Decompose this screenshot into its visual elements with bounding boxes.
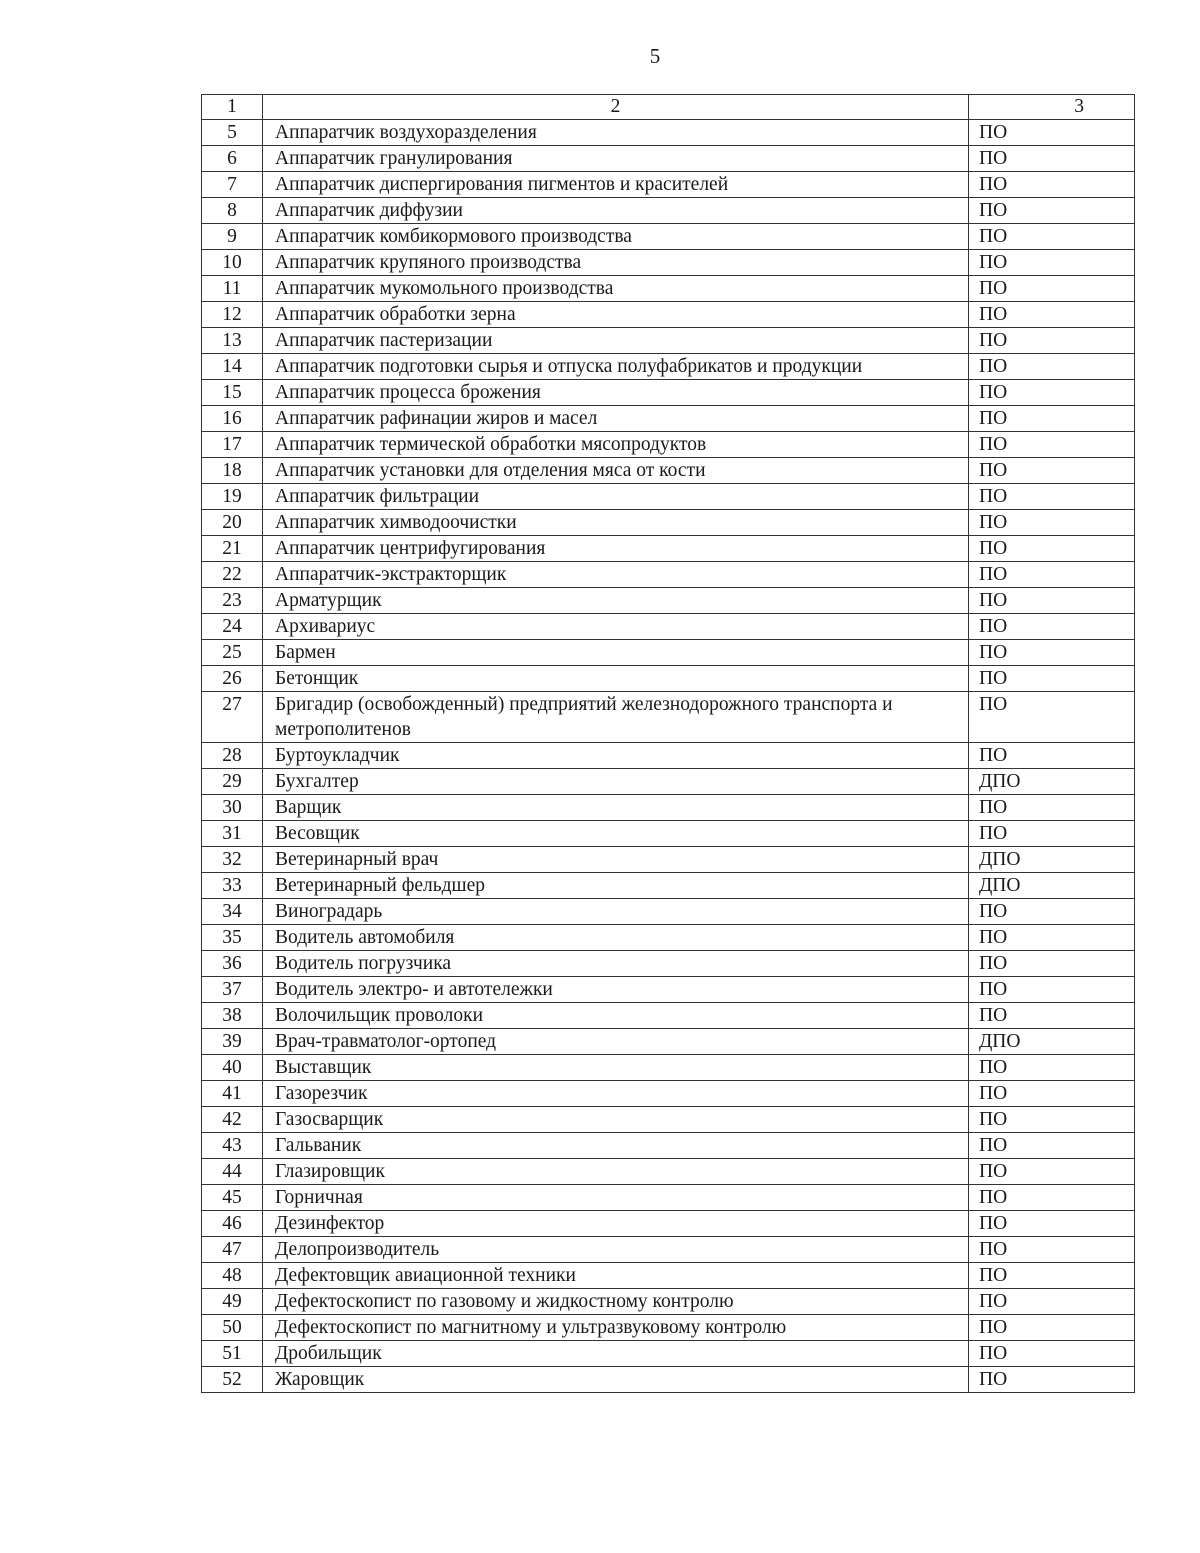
row-profession: Водитель электро- и автотележки [263, 977, 969, 1003]
row-code: ПО [969, 1211, 1135, 1237]
row-profession: Жаровщик [263, 1367, 969, 1393]
table-row [202, 1003, 1135, 1029]
row-number: 8 [202, 198, 263, 224]
row-code: ДПО [969, 873, 1135, 899]
table-row [202, 977, 1135, 1003]
row-number: 28 [202, 743, 263, 769]
table-row [202, 847, 1135, 873]
table-row [202, 1341, 1135, 1367]
row-code: ПО [969, 276, 1135, 302]
row-number: 18 [202, 458, 263, 484]
table-row [202, 588, 1135, 614]
row-profession: Бармен [263, 640, 969, 666]
table-row [202, 1263, 1135, 1289]
row-profession: Дефектовщик авиационной техники [263, 1263, 969, 1289]
row-number: 49 [202, 1289, 263, 1315]
table-row [202, 1107, 1135, 1133]
table-row [202, 666, 1135, 692]
row-code: ПО [969, 795, 1135, 821]
row-number: 12 [202, 302, 263, 328]
row-number: 52 [202, 1367, 263, 1393]
header-col-3: 3 [969, 95, 1135, 120]
table-row [202, 172, 1135, 198]
row-profession: Врач-травматолог-ортопед [263, 1029, 969, 1055]
row-code: ПО [969, 925, 1135, 951]
row-number: 11 [202, 276, 263, 302]
table-row [202, 120, 1135, 146]
table-row [202, 1185, 1135, 1211]
row-profession: Аппаратчик пастеризации [263, 328, 969, 354]
row-number: 30 [202, 795, 263, 821]
row-code: ПО [969, 1133, 1135, 1159]
table-row [202, 380, 1135, 406]
table-row [202, 640, 1135, 666]
table-row [202, 562, 1135, 588]
row-code: ПО [969, 1107, 1135, 1133]
row-profession: Аппаратчик термической обработки мясопродуктов [263, 432, 969, 458]
row-profession: Аппаратчик рафинации жиров и масел [263, 406, 969, 432]
row-profession: Буртоукладчик [263, 743, 969, 769]
row-code: ПО [969, 354, 1135, 380]
row-code: ПО [969, 640, 1135, 666]
row-number: 23 [202, 588, 263, 614]
table-row [202, 925, 1135, 951]
row-number: 36 [202, 951, 263, 977]
table-row [202, 951, 1135, 977]
table-row [202, 1133, 1135, 1159]
table-row [202, 198, 1135, 224]
row-profession: Аппаратчик центрифугирования [263, 536, 969, 562]
table-row [202, 536, 1135, 562]
table-row [202, 795, 1135, 821]
table-row [202, 692, 1135, 743]
row-code: ПО [969, 172, 1135, 198]
row-number: 14 [202, 354, 263, 380]
row-profession: Архивариус [263, 614, 969, 640]
row-code: ПО [969, 1289, 1135, 1315]
row-profession: Аппаратчик гранулирования [263, 146, 969, 172]
row-code: ПО [969, 588, 1135, 614]
row-profession: Аппаратчик установки для отделения мяса от кости [263, 458, 969, 484]
row-profession: Дефектоскопист по газовому и жидкостному контролю [263, 1289, 969, 1315]
professions-table [201, 94, 1135, 1393]
row-profession: Аппаратчик воздухоразделения [263, 120, 969, 146]
row-number: 39 [202, 1029, 263, 1055]
row-number: 51 [202, 1341, 263, 1367]
row-profession: Аппаратчик диспергирования пигментов и красителей [263, 172, 969, 198]
row-code: ПО [969, 224, 1135, 250]
row-number: 13 [202, 328, 263, 354]
row-profession: Газорезчик [263, 1081, 969, 1107]
row-code: ПО [969, 951, 1135, 977]
row-code: ПО [969, 328, 1135, 354]
row-profession: Водитель погрузчика [263, 951, 969, 977]
row-profession: Дефектоскопист по магнитному и ультразвуковому контролю [263, 1315, 969, 1341]
row-code: ПО [969, 1237, 1135, 1263]
row-number: 16 [202, 406, 263, 432]
table-row [202, 458, 1135, 484]
table-row [202, 302, 1135, 328]
row-number: 25 [202, 640, 263, 666]
row-code: ДПО [969, 1029, 1135, 1055]
row-code: ДПО [969, 847, 1135, 873]
header-col-2: 2 [263, 95, 969, 120]
table-row [202, 406, 1135, 432]
row-code: ПО [969, 821, 1135, 847]
row-number: 17 [202, 432, 263, 458]
row-profession: Аппаратчик крупяного производства [263, 250, 969, 276]
row-profession: Глазировщик [263, 1159, 969, 1185]
row-profession: Аппаратчик диффузии [263, 198, 969, 224]
row-number: 44 [202, 1159, 263, 1185]
table-row [202, 743, 1135, 769]
row-code: ПО [969, 1341, 1135, 1367]
row-number: 6 [202, 146, 263, 172]
row-profession: Бригадир (освобожденный) предприятий железнодорожного транспорта и метрополитенов [263, 692, 969, 743]
row-profession: Виноградарь [263, 899, 969, 925]
row-profession: Дробильщик [263, 1341, 969, 1367]
row-number: 33 [202, 873, 263, 899]
row-code: ПО [969, 146, 1135, 172]
row-code: ПО [969, 120, 1135, 146]
header-col-1: 1 [202, 95, 263, 120]
row-code: ПО [969, 484, 1135, 510]
table-row [202, 510, 1135, 536]
table-row [202, 1367, 1135, 1393]
row-profession: Аппаратчик процесса брожения [263, 380, 969, 406]
row-profession: Выставщик [263, 1055, 969, 1081]
row-profession: Арматурщик [263, 588, 969, 614]
row-profession: Бухгалтер [263, 769, 969, 795]
row-code: ПО [969, 1263, 1135, 1289]
row-number: 5 [202, 120, 263, 146]
row-number: 24 [202, 614, 263, 640]
row-code: ПО [969, 1185, 1135, 1211]
table-row [202, 821, 1135, 847]
row-profession: Бетонщик [263, 666, 969, 692]
row-code: ПО [969, 562, 1135, 588]
table-row [202, 1315, 1135, 1341]
table-row [202, 614, 1135, 640]
row-code: ПО [969, 458, 1135, 484]
row-number: 34 [202, 899, 263, 925]
row-code: ПО [969, 1367, 1135, 1393]
row-number: 19 [202, 484, 263, 510]
table-row [202, 484, 1135, 510]
row-number: 37 [202, 977, 263, 1003]
row-profession: Дезинфектор [263, 1211, 969, 1237]
row-number: 9 [202, 224, 263, 250]
row-code: ПО [969, 743, 1135, 769]
row-profession: Аппаратчик-экстракторщик [263, 562, 969, 588]
row-number: 38 [202, 1003, 263, 1029]
table-row [202, 146, 1135, 172]
row-number: 43 [202, 1133, 263, 1159]
table-row [202, 769, 1135, 795]
row-profession: Аппаратчик комбикормового производства [263, 224, 969, 250]
row-code: ПО [969, 302, 1135, 328]
row-profession: Газосварщик [263, 1107, 969, 1133]
table-row [202, 432, 1135, 458]
row-number: 32 [202, 847, 263, 873]
row-code: ПО [969, 1003, 1135, 1029]
row-profession: Ветеринарный врач [263, 847, 969, 873]
table-row [202, 1237, 1135, 1263]
row-number: 40 [202, 1055, 263, 1081]
row-number: 47 [202, 1237, 263, 1263]
row-number: 21 [202, 536, 263, 562]
table-row [202, 899, 1135, 925]
row-code: ПО [969, 406, 1135, 432]
table-row [202, 354, 1135, 380]
row-number: 31 [202, 821, 263, 847]
row-number: 26 [202, 666, 263, 692]
table-row [202, 1029, 1135, 1055]
row-number: 50 [202, 1315, 263, 1341]
row-profession: Варщик [263, 795, 969, 821]
row-number: 27 [202, 692, 263, 743]
row-code: ПО [969, 536, 1135, 562]
row-number: 10 [202, 250, 263, 276]
row-profession: Гальваник [263, 1133, 969, 1159]
row-code: ПО [969, 250, 1135, 276]
row-number: 42 [202, 1107, 263, 1133]
row-code: ПО [969, 1055, 1135, 1081]
row-profession: Аппаратчик мукомольного производства [263, 276, 969, 302]
row-number: 45 [202, 1185, 263, 1211]
table-row [202, 276, 1135, 302]
row-code: ПО [969, 666, 1135, 692]
row-profession: Волочильщик проволоки [263, 1003, 969, 1029]
table-row [202, 1211, 1135, 1237]
row-code: ПО [969, 1081, 1135, 1107]
page-number: 5 [649, 44, 661, 68]
row-code: ПО [969, 432, 1135, 458]
row-profession: Весовщик [263, 821, 969, 847]
row-profession: Ветеринарный фельдшер [263, 873, 969, 899]
row-number: 41 [202, 1081, 263, 1107]
row-number: 20 [202, 510, 263, 536]
table-row [202, 1159, 1135, 1185]
row-profession: Аппаратчик обработки зерна [263, 302, 969, 328]
row-profession: Аппаратчик химводоочистки [263, 510, 969, 536]
table-row [202, 250, 1135, 276]
row-profession: Водитель автомобиля [263, 925, 969, 951]
table-header-row [202, 95, 1135, 120]
table-row [202, 224, 1135, 250]
row-profession: Горничная [263, 1185, 969, 1211]
row-number: 15 [202, 380, 263, 406]
row-code: ПО [969, 510, 1135, 536]
row-code: ПО [969, 198, 1135, 224]
table-row [202, 873, 1135, 899]
row-code: ПО [969, 1315, 1135, 1341]
row-number: 22 [202, 562, 263, 588]
table-row [202, 328, 1135, 354]
row-code: ДПО [969, 769, 1135, 795]
table-row [202, 1055, 1135, 1081]
row-number: 35 [202, 925, 263, 951]
row-code: ПО [969, 1159, 1135, 1185]
table-row [202, 1289, 1135, 1315]
row-code: ПО [969, 614, 1135, 640]
row-code: ПО [969, 380, 1135, 406]
row-number: 48 [202, 1263, 263, 1289]
row-profession: Делопроизводитель [263, 1237, 969, 1263]
row-number: 7 [202, 172, 263, 198]
row-code: ПО [969, 899, 1135, 925]
row-number: 46 [202, 1211, 263, 1237]
row-number: 29 [202, 769, 263, 795]
row-profession: Аппаратчик подготовки сырья и отпуска полуфабрикатов и продукции [263, 354, 969, 380]
row-profession: Аппаратчик фильтрации [263, 484, 969, 510]
row-code: ПО [969, 977, 1135, 1003]
row-code: ПО [969, 692, 1135, 743]
table-row [202, 1081, 1135, 1107]
